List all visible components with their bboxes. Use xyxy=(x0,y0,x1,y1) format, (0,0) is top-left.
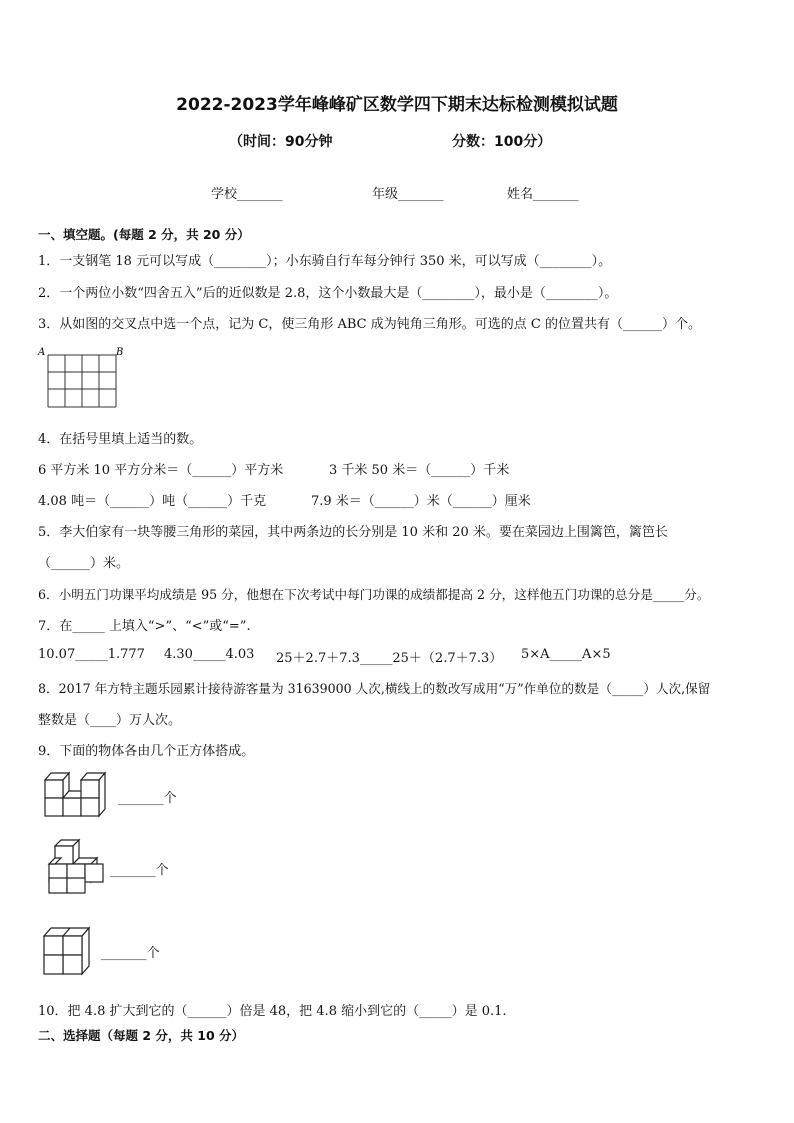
q9-answer-blank-1: _______个 xyxy=(118,791,177,806)
page-title: 2022-2023学年峰峰矿区数学四下期末达标检测模拟试题 xyxy=(176,95,618,115)
question-5-line-1: 5．李大伯家有一块等腰三角形的菜园，其中两条边的长分别是 10 米和 20 米。要在菜园边上围篱笆，篱笆长 xyxy=(38,525,668,540)
question-1: 1．一支钢笔 18 元可以写成（________）；小东骑自行车每分钟行 350 米，可以写成（________）。 xyxy=(38,254,612,269)
school-field: 学校_______ xyxy=(211,187,283,202)
exam-score: 分数：100分） xyxy=(452,134,552,150)
question-5-line-2: （______）米。 xyxy=(38,556,130,571)
question-7-item-4: 5×A_____A×5 xyxy=(521,647,611,662)
question-7-item-2: 4.30_____4.03 xyxy=(164,647,255,662)
q9-answer-blank-2: _______个 xyxy=(110,863,169,878)
section-heading-multiple-choice: 二、选择题（每题 2 分，共 10 分） xyxy=(38,1028,245,1043)
question-3: 3．从如图的交叉点中选一个点，记为 C，使三角形 ABC 成为钝角三角形。可选的点 C 的位置共有（______）个。 xyxy=(38,317,701,332)
name-field: 姓名_______ xyxy=(507,187,579,202)
label-b: B xyxy=(116,347,124,358)
question-7-item-3: 25＋2.7＋7.3_____25＋（2.7＋7.3） xyxy=(276,651,503,666)
question-4-line-2a: 4.08 吨＝（______）吨（______）千克 xyxy=(38,494,267,509)
question-4-line-1a: 6 平方米 10 平方分米＝（______）平方米 xyxy=(38,463,284,478)
question-8-line-1: 8．2017 年方特主题乐园累计接待游客量为 31639000 人次,横线上的数改写成用“万”作单位的数是（_____）人次,保留 xyxy=(38,681,711,696)
question-2: 2．一个两位小数“四舍五入”后的近似数是 2.8，这个小数最大是（________），最小是（________）。 xyxy=(38,286,618,301)
exam-time: （时间：90分钟 xyxy=(229,134,333,150)
question-4-line-1b: 3 千米 50 米＝（______）千米 xyxy=(329,463,510,478)
section-heading-fill-blank: 一、填空题。(每题 2 分，共 20 分） xyxy=(38,227,250,242)
question-10: 10．把 4.8 扩大到它的（______）倍是 48，把 4.8 缩小到它的（_____）是 0.1. xyxy=(38,1004,507,1019)
question-6: 6．小明五门功课平均成绩是 95 分，他想在下次考试中每门功课的成绩都提高 2 分，这样他五门功课的总分是_____分。 xyxy=(38,587,710,602)
question-9: 9．下面的物体各由几个正方体搭成。 xyxy=(38,744,255,759)
question-4: 4．在括号里填上适当的数。 xyxy=(38,432,203,447)
grid-lines xyxy=(48,355,116,407)
question-4-line-2b: 7.9 米＝（______）米（______）厘米 xyxy=(311,494,531,509)
question-7: 7．在_____ 上填入“>”、“<”或“=”. xyxy=(38,619,251,634)
label-a: A xyxy=(38,347,46,358)
q9-cube-figure-2 xyxy=(46,836,116,896)
q9-cube-figure-3 xyxy=(42,925,102,980)
question-7-item-1: 10.07_____1.777 xyxy=(38,647,145,662)
q3-grid-figure xyxy=(38,344,128,414)
question-8-line-2: 整数是（____）万人次。 xyxy=(38,713,182,728)
q9-cube-figure-1 xyxy=(44,770,124,820)
grade-field: 年级_______ xyxy=(372,187,444,202)
q9-answer-blank-3: _______个 xyxy=(101,946,160,961)
